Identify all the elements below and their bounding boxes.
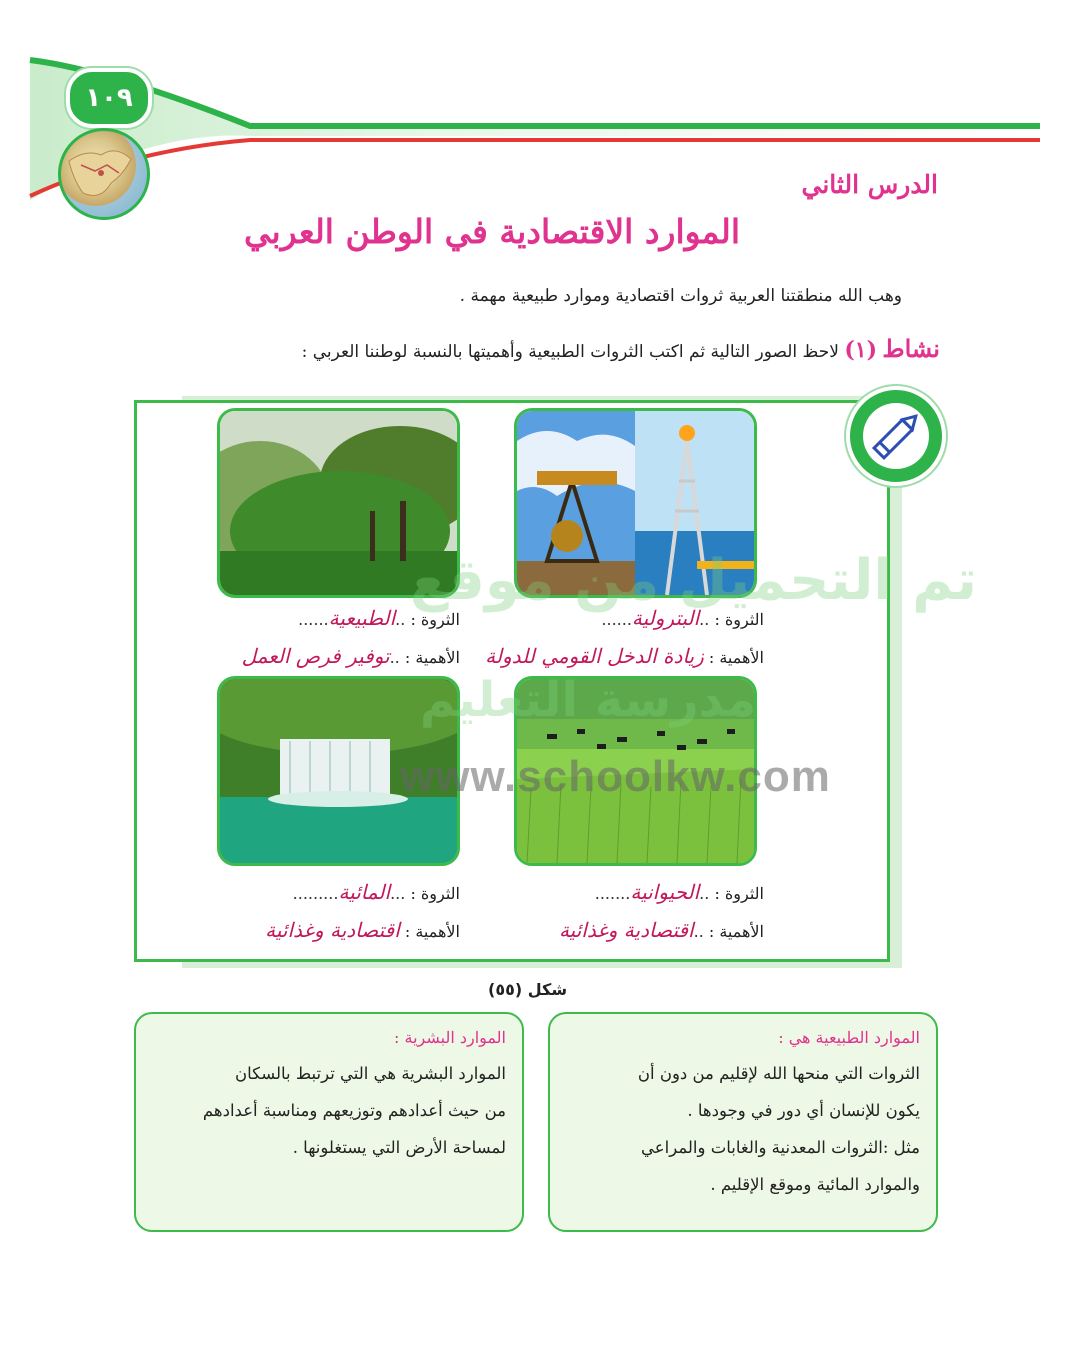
natural-resources-line: والموارد المائية وموقع الإقليم . [710,1175,920,1194]
natural-resources-line: مثل :الثروات المعدنية والغابات والمراعي [641,1138,920,1157]
activity-number: (١) [844,337,877,363]
pasture-wealth-answer: الحيوانية [630,880,700,904]
page-number: ١٠٩ [66,68,152,128]
oil-importance-answer: زيادة الدخل القومي للدولة [485,644,704,668]
pasture-wealth-field: الثروة : ..الحيوانية....... [594,880,764,904]
pencil-icon [846,386,946,486]
watermark-line1: تم التحميل من موقع [410,548,978,613]
waterfall-wealth-answer: المائية [338,880,391,904]
importance-label: الأهمية : [708,648,764,667]
figure-caption: شكل (٥٥) [488,980,568,999]
forest-wealth-answer: الطبيعية [328,606,396,630]
importance-label: الأهمية : [404,922,460,941]
oil-wealth-answer: البترولية [631,606,700,630]
oil-wealth-field: الثروة : ..البترولية...... [601,606,764,630]
oil-importance-field [485,644,764,668]
importance-label: الأهمية : [404,648,460,667]
activity-label: نشاط [882,334,940,363]
map-emblem-icon [58,128,150,220]
pasture-importance-field: الأهمية : ..اقتصادية وغذائية [558,918,764,942]
wealth-label: الثروة : [714,884,764,903]
human-resources-box [134,1012,524,1232]
natural-resources-title: الموارد الطبيعية هي : [778,1028,920,1047]
wealth-label: الثروة : [410,884,460,903]
activity-line [302,334,940,363]
waterfall-importance-field [265,918,460,942]
forest-wealth-field: الثروة : ..الطبيعية...... [298,606,460,630]
watermark-url: www.schoolkw.com [400,752,831,801]
importance-label: الأهمية : [708,922,764,941]
intro-text: وهب الله منطقتنا العربية ثروات اقتصادية وموارد طبيعية مهمة . [459,286,902,306]
waterfall-importance-answer: اقتصادية وغذائية [265,918,400,942]
activity-instruction: لاحظ الصور التالية ثم اكتب الثروات الطبيعية وأهميتها بالنسبة لوطننا العربي : [301,342,839,362]
wealth-label: الثروة : [714,610,764,629]
human-resources-title: الموارد البشرية : [394,1028,506,1047]
watermark-line2: مدرسة التعليم [420,672,757,728]
pasture-importance-answer: اقتصادية وغذائية [558,918,694,942]
forest-importance-field: الأهمية : ..توفير فرص العمل [241,644,460,668]
waterfall-wealth-field: الثروة : ...المائية......... [292,880,460,904]
forest-importance-answer: توفير فرص العمل [241,644,390,668]
natural-resources-line: الثروات التي منحها الله لإقليم من دون أن [637,1064,920,1083]
natural-resources-line: يكون للإنسان أي دور في وجودها . [687,1101,920,1120]
human-resources-line: الموارد البشرية هي التي ترتبط بالسكان [234,1064,506,1083]
human-resources-line: من حيث أعدادهم وتوزيعهم ومناسبة أعدادهم [202,1101,506,1120]
lesson-label: الدرس الثاني [801,170,938,199]
human-resources-line: لمساحة الأرض التي يستغلونها . [292,1138,506,1157]
wealth-label: الثروة : [410,610,460,629]
natural-resources-box [548,1012,938,1232]
lesson-title: الموارد الاقتصادية في الوطن العربي [243,212,740,251]
